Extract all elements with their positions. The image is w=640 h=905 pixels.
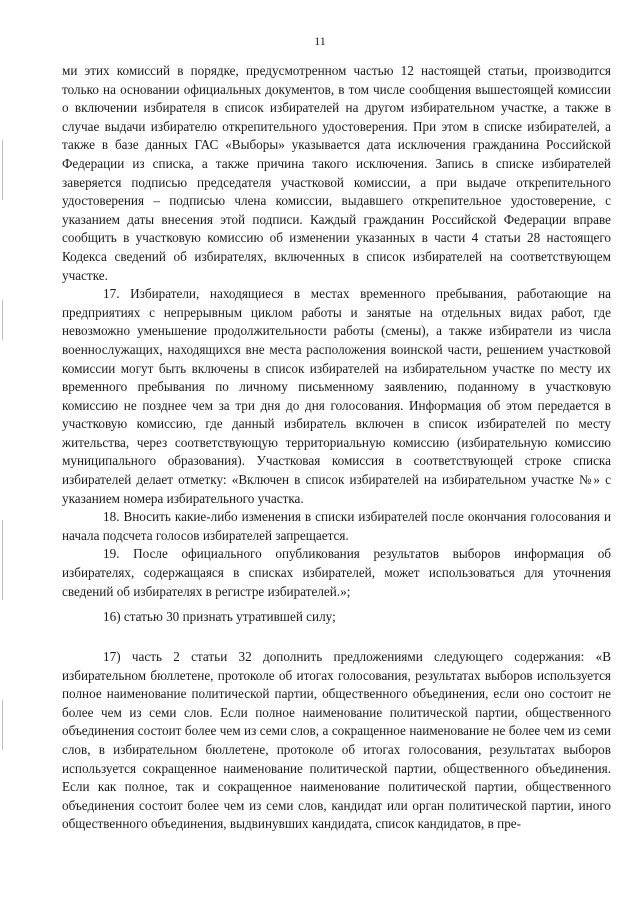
article-continuation bbox=[62, 62, 611, 601]
paragraph-17: 17. Избиратели, находящиеся в местах временного пребывания, работающие на предприятиях с непрерывным циклом работы и занятые на отдельных видах работ, где невозможно уменьшение продолжительности работы (смены), а также избиратели из числа военнослужащих, находящихся вне места расположения воинской части, решением участковой комиссии могут быть включены в список избирателей на избирательном участке по месту их временного пребывания по личному письменному заявлению, поданному в участковую комиссию не позднее чем за три дня до дня голосования. Информация об этом передается в участковую комиссию, где данный избиратель включен в список избирателей по месту жительства, через соответствующую территориальную комиссию (избирательную комиссию муниципального образования). Участковая комиссия в соответствующей строке списка избирателей делает отметку: «Включен в список избирателей на избирательном участке №» с указанием номера избирательного участка. bbox=[62, 286, 611, 506]
paragraph-article-32-amendment: 17) часть 2 статьи 32 дополнить предложениями следующего содержания: «В избирательном бюллетене, протоколе об итогах голосования, результатах выборов используется полное наименование политической партии, общественного объединения, если оно состоит не более чем из семи слов. Если полное наименование политической партии, общественного объединения состоит более чем из семи слов, а сокращенное наименование не более чем из семи слов, в избирательном бюллетене, протоколе об итогах голосования, результатах выборов используется сокращенное наименование политической партии, общественного объединения. Если как полное, так и сокращенное наименование политической партии, общественного объединения состоит более чем из семи слов, кандидат или орган политической партии, иного общественного объединения, выдвинувших кандидата, список кандидатов, в пре- bbox=[62, 649, 611, 832]
scan-edge-marks bbox=[0, 0, 6, 905]
paragraph-repeal-article-30: 16) статью 30 признать утратившей силу; bbox=[103, 609, 336, 624]
paragraph-exclusion-procedure: ми этих комиссий в порядке, предусмотренном частью 12 настоящей статьи, производится только на основании официальных документов, в том числе сообщения вышестоящей комиссии о включении избирателя в список избирателей на другом избирательном участке, а также в случае выдачи избирателю открепительного удостоверения. При этом в списке избирателей, а также в базе данных ГАС «Выборы» указывается дата исключения гражданина Российской Федерации из списка, а также причина такого исключения. Запись в списке избирателей заверяется подписью председателя участковой комиссии, а при выдаче открепительного удостоверения – подписью члена комиссии, выдавшего открепительное удостоверение, с указанием даты внесения этой подписи. Каждый гражданин Российской Федерации вправе сообщить в участковую комиссию об изменении указанных в части 4 статьи 28 настоящего Кодекса сведений об избирателях, включенных в список избирателей на соответствующем участке. bbox=[62, 63, 611, 283]
page-number: 11 bbox=[314, 34, 326, 48]
paragraph-18: 18. Вносить какие-либо изменения в списки избирателей после окончания голосования и начала подсчета голосов избирателей запрещается. bbox=[62, 509, 611, 543]
amendment-17 bbox=[62, 648, 611, 834]
paragraph-19: 19. После официального опубликования результатов выборов информация об избирателях, содержащаяся в списках избирателей, может использоваться для уточнения сведений об избирателях в регистре избирателей.»; bbox=[62, 546, 611, 599]
amendment-16 bbox=[62, 608, 611, 627]
